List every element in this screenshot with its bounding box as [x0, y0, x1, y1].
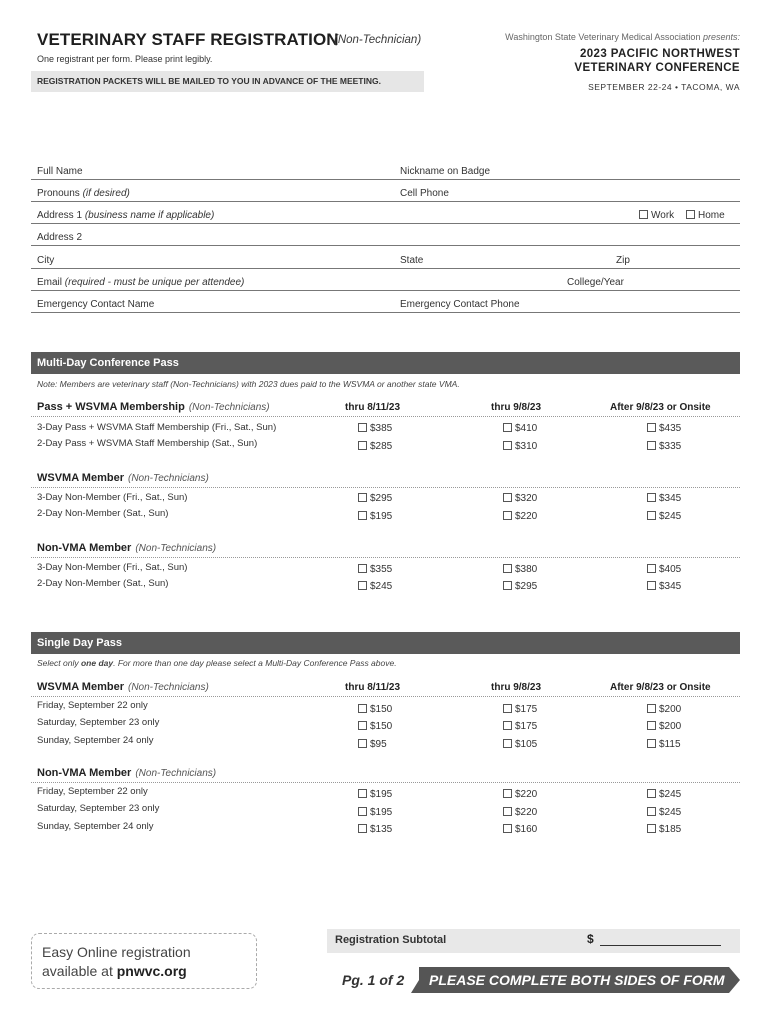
- price-option[interactable]: [503, 581, 537, 592]
- group-title: [37, 472, 209, 484]
- checkbox-icon: [503, 739, 512, 748]
- price-option[interactable]: [647, 423, 681, 434]
- group-title-text: WSVMA Member: [37, 681, 124, 693]
- price-value: $220: [515, 511, 538, 522]
- price-value: $175: [515, 721, 538, 732]
- conference-name-line1: 2023 PACIFIC NORTHWEST: [579, 48, 740, 60]
- row-label: 2-Day Non-Member (Sat., Sun): [37, 508, 169, 519]
- checkbox-icon: [358, 721, 367, 730]
- price-value: $435: [659, 423, 682, 434]
- price-option[interactable]: [358, 564, 392, 575]
- row-label: Sunday, September 24 only: [37, 821, 154, 832]
- group-title-text: WSVMA Member: [37, 472, 124, 484]
- subtotal-currency: $: [587, 932, 594, 946]
- checkbox-icon: [358, 564, 367, 573]
- presenter-org: Washington State Veterinary Medical Association: [505, 32, 701, 42]
- checkbox-icon: [647, 739, 656, 748]
- checkbox-icon: [358, 789, 367, 798]
- pronouns-hint: (if desired): [82, 188, 130, 199]
- checkbox-icon: [647, 441, 656, 450]
- price-option[interactable]: [503, 423, 537, 434]
- price-option[interactable]: [503, 704, 537, 715]
- checkbox-icon: [503, 423, 512, 432]
- price-option[interactable]: [647, 564, 681, 575]
- checkbox-icon: [358, 739, 367, 748]
- price-option[interactable]: [647, 704, 681, 715]
- price-option[interactable]: [358, 511, 392, 522]
- email-hint: (required - must be unique per attendee): [64, 277, 245, 288]
- checkbox-icon: [647, 824, 656, 833]
- price-value: $185: [659, 824, 682, 835]
- checkbox-icon: [503, 564, 512, 573]
- emergency-phone-field[interactable]: Emergency Contact Phone: [400, 299, 520, 310]
- price-value: $195: [370, 511, 393, 522]
- price-value: $220: [515, 789, 538, 800]
- note-part: . For more than one day please select a Multi-Day Conference Pass above.: [113, 658, 397, 668]
- row-label: 2-Day Non-Member (Sat., Sun): [37, 578, 169, 589]
- price-option[interactable]: [358, 789, 392, 800]
- work-label: Work: [651, 210, 675, 221]
- price-option[interactable]: [503, 511, 537, 522]
- column-header-late: After 9/8/23 or Onsite: [610, 682, 711, 693]
- price-option[interactable]: [358, 441, 392, 452]
- conference-name-line2: VETERINARY CONFERENCE: [574, 62, 740, 74]
- price-value: $380: [515, 564, 538, 575]
- price-option[interactable]: [647, 789, 681, 800]
- price-value: $385: [370, 423, 393, 434]
- online-line2: [42, 962, 256, 981]
- checkbox-icon: [503, 789, 512, 798]
- emergency-name-field[interactable]: Emergency Contact Name: [37, 299, 155, 310]
- single-day-note: [37, 658, 397, 668]
- price-option[interactable]: [358, 581, 392, 592]
- column-header-regular: thru 9/8/23: [491, 682, 542, 693]
- home-checkbox[interactable]: [686, 210, 725, 221]
- price-value: $200: [659, 704, 682, 715]
- conference-date-location: SEPTEMBER 22-24 • TACOMA, WA: [588, 82, 740, 92]
- checkbox-icon: [358, 511, 367, 520]
- presenter-suffix: presents:: [702, 32, 740, 42]
- checkbox-icon: [358, 493, 367, 502]
- checkbox-icon: [503, 581, 512, 590]
- price-option[interactable]: [503, 739, 537, 750]
- checkbox-icon: [647, 789, 656, 798]
- checkbox-icon: [503, 441, 512, 450]
- group-title-text: Non-VMA Member: [37, 767, 132, 779]
- column-header-early: thru 8/11/23: [345, 402, 401, 413]
- checkbox-icon: [639, 210, 648, 219]
- college-year-field[interactable]: College/Year: [567, 277, 624, 288]
- price-value: $245: [659, 511, 682, 522]
- online-line1: Easy Online registration: [42, 944, 191, 960]
- price-value: $105: [515, 739, 538, 750]
- price-value: $285: [370, 441, 393, 452]
- checkbox-icon: [647, 423, 656, 432]
- presenter-line: [505, 32, 740, 42]
- row-label: Sunday, September 24 only: [37, 735, 154, 746]
- row-label: 2-Day Pass + WSVMA Staff Membership (Sat., Sun): [37, 438, 258, 449]
- price-value: $310: [515, 441, 538, 452]
- price-value: $245: [659, 807, 682, 818]
- email-label: Email: [37, 277, 63, 288]
- group-title: [37, 767, 216, 779]
- state-field[interactable]: State: [400, 255, 424, 266]
- checkbox-icon: [647, 704, 656, 713]
- checkbox-icon: [503, 824, 512, 833]
- price-value: $335: [659, 441, 682, 452]
- price-value: $200: [659, 721, 682, 732]
- price-value: $220: [515, 807, 538, 818]
- price-value: $355: [370, 564, 393, 575]
- form-row-pronouns: [31, 180, 740, 202]
- price-option[interactable]: [647, 824, 681, 835]
- price-value: $320: [515, 493, 538, 504]
- price-option[interactable]: [647, 807, 681, 818]
- price-option[interactable]: [503, 493, 537, 504]
- column-header-early: thru 8/11/23: [345, 682, 401, 693]
- price-option[interactable]: [358, 739, 387, 750]
- nickname-field[interactable]: Nickname on Badge: [400, 166, 491, 177]
- single-day-section-bar: Single Day Pass: [31, 632, 740, 654]
- form-row-name: [31, 158, 740, 180]
- checkbox-icon: [647, 721, 656, 730]
- price-value: $195: [370, 789, 393, 800]
- group-header-single-wsvma: [31, 681, 740, 697]
- group-title: [37, 681, 209, 693]
- price-option[interactable]: [358, 493, 392, 504]
- checkbox-icon: [503, 493, 512, 502]
- price-value: $295: [370, 493, 393, 504]
- checkbox-icon: [647, 581, 656, 590]
- price-option[interactable]: [358, 704, 392, 715]
- cell-phone-field[interactable]: Cell Phone: [400, 188, 449, 199]
- pronouns-label: Pronouns: [37, 188, 80, 199]
- city-field[interactable]: City: [37, 255, 55, 266]
- price-option[interactable]: [647, 721, 681, 732]
- price-value: $150: [370, 721, 393, 732]
- checkbox-icon: [358, 807, 367, 816]
- price-option[interactable]: [358, 721, 392, 732]
- group-title-text: Non-VMA Member: [37, 542, 132, 554]
- price-value: $245: [659, 789, 682, 800]
- checkbox-icon: [647, 511, 656, 520]
- price-value: $410: [515, 423, 538, 434]
- checkbox-icon: [647, 493, 656, 502]
- checkbox-icon: [358, 824, 367, 833]
- price-value: $150: [370, 704, 393, 715]
- address1-label: Address 1: [37, 210, 83, 221]
- form-title-qualifier: (Non-Technician): [334, 34, 422, 46]
- checkbox-icon: [358, 441, 367, 450]
- group-title-text: Pass + WSVMA Membership: [37, 401, 185, 413]
- form-row-address1: [31, 202, 740, 224]
- form-row-city: [31, 247, 740, 269]
- address1-hint: (business name if applicable): [84, 210, 215, 221]
- website-link[interactable]: pnwvc.org: [116, 963, 187, 979]
- email-field[interactable]: [37, 277, 244, 288]
- row-label: Friday, September 22 only: [37, 786, 148, 797]
- checkbox-icon: [647, 807, 656, 816]
- checkbox-icon: [503, 721, 512, 730]
- multi-day-section-bar: Multi-Day Conference Pass: [31, 352, 740, 374]
- address1-field[interactable]: [37, 210, 214, 221]
- price-value: $345: [659, 581, 682, 592]
- complete-both-sides-notice: PLEASE COMPLETE BOTH SIDES OF FORM: [429, 972, 725, 988]
- group-header-non-vma: [31, 542, 740, 558]
- address2-field[interactable]: Address 2: [37, 232, 83, 243]
- checkbox-icon: [503, 511, 512, 520]
- subtotal-input-line[interactable]: [600, 945, 721, 946]
- price-value: $115: [659, 739, 681, 750]
- row-label: Saturday, September 23 only: [37, 717, 160, 728]
- full-name-field[interactable]: Full Name: [37, 166, 83, 177]
- form-row-emergency: [31, 291, 740, 313]
- checkbox-icon: [503, 704, 512, 713]
- online-registration-box: [31, 933, 257, 989]
- form-title: VETERINARY STAFF REGISTRATION: [37, 30, 339, 49]
- group-title-sub: (Non-Technicians): [128, 682, 209, 693]
- group-title: [37, 401, 270, 413]
- price-option[interactable]: [503, 564, 537, 575]
- form-row-address2: [31, 224, 740, 246]
- page-number: Pg. 1 of 2: [342, 972, 405, 988]
- group-title-sub: (Non-Technicians): [128, 473, 209, 484]
- group-title-sub: (Non-Technicians): [135, 768, 217, 779]
- group-title-sub: (Non-Technicians): [135, 543, 217, 554]
- checkbox-icon: [358, 581, 367, 590]
- pronouns-field[interactable]: [37, 188, 130, 199]
- form-row-email: [31, 269, 740, 291]
- price-option[interactable]: [647, 739, 681, 750]
- checkbox-icon: [503, 807, 512, 816]
- price-option[interactable]: [503, 721, 537, 732]
- group-header-single-non-vma: [31, 767, 740, 783]
- column-header-late: After 9/8/23 or Onsite: [610, 402, 711, 413]
- group-title-sub: (Non-Technicians): [188, 402, 270, 413]
- price-option[interactable]: [503, 824, 537, 835]
- price-option[interactable]: [647, 581, 681, 592]
- row-label: Friday, September 22 only: [37, 700, 148, 711]
- row-label: Saturday, September 23 only: [37, 803, 160, 814]
- price-value: $405: [659, 564, 682, 575]
- price-value: $295: [515, 581, 538, 592]
- subtotal-label: Registration Subtotal: [335, 934, 447, 946]
- price-value: $160: [515, 824, 538, 835]
- checkbox-icon: [686, 210, 695, 219]
- form-instructions: One registrant per form. Please print legibly.: [37, 54, 213, 64]
- price-option[interactable]: [647, 511, 681, 522]
- price-value: $175: [515, 704, 538, 715]
- price-option[interactable]: [358, 824, 392, 835]
- row-label: 3-Day Non-Member (Fri., Sat., Sun): [37, 492, 188, 503]
- work-checkbox[interactable]: [639, 210, 674, 221]
- mailing-notice: REGISTRATION PACKETS WILL BE MAILED TO YOU IN ADVANCE OF THE MEETING.: [31, 71, 424, 92]
- note-emphasis: one day: [80, 658, 114, 668]
- price-option[interactable]: [358, 423, 392, 434]
- price-option[interactable]: [647, 493, 681, 504]
- price-value: $345: [659, 493, 682, 504]
- price-option[interactable]: [647, 441, 681, 452]
- online-line2-text: available at: [42, 963, 113, 979]
- price-option[interactable]: [503, 807, 537, 818]
- group-header-wsvma-member: [31, 472, 740, 488]
- checkbox-icon: [358, 704, 367, 713]
- checkbox-icon: [358, 423, 367, 432]
- group-header-pass-membership: [31, 401, 740, 417]
- price-option[interactable]: [503, 441, 537, 452]
- note-part: Select only: [37, 658, 79, 668]
- multi-day-note: Note: Members are veterinary staff (Non-Technicians) with 2023 dues paid to the WSVMA or another state VMA.: [37, 379, 460, 389]
- home-label: Home: [698, 210, 725, 221]
- row-label: 3-Day Non-Member (Fri., Sat., Sun): [37, 562, 188, 573]
- column-header-regular: thru 9/8/23: [491, 402, 542, 413]
- price-option[interactable]: [503, 789, 537, 800]
- zip-field[interactable]: Zip: [616, 255, 630, 266]
- row-label: 3-Day Pass + WSVMA Staff Membership (Fri., Sat., Sun): [37, 422, 277, 433]
- price-value: $95: [370, 739, 387, 750]
- price-value: $195: [370, 807, 393, 818]
- group-title: [37, 542, 216, 554]
- price-option[interactable]: [358, 807, 392, 818]
- price-value: $245: [370, 581, 393, 592]
- checkbox-icon: [647, 564, 656, 573]
- price-value: $135: [370, 824, 393, 835]
